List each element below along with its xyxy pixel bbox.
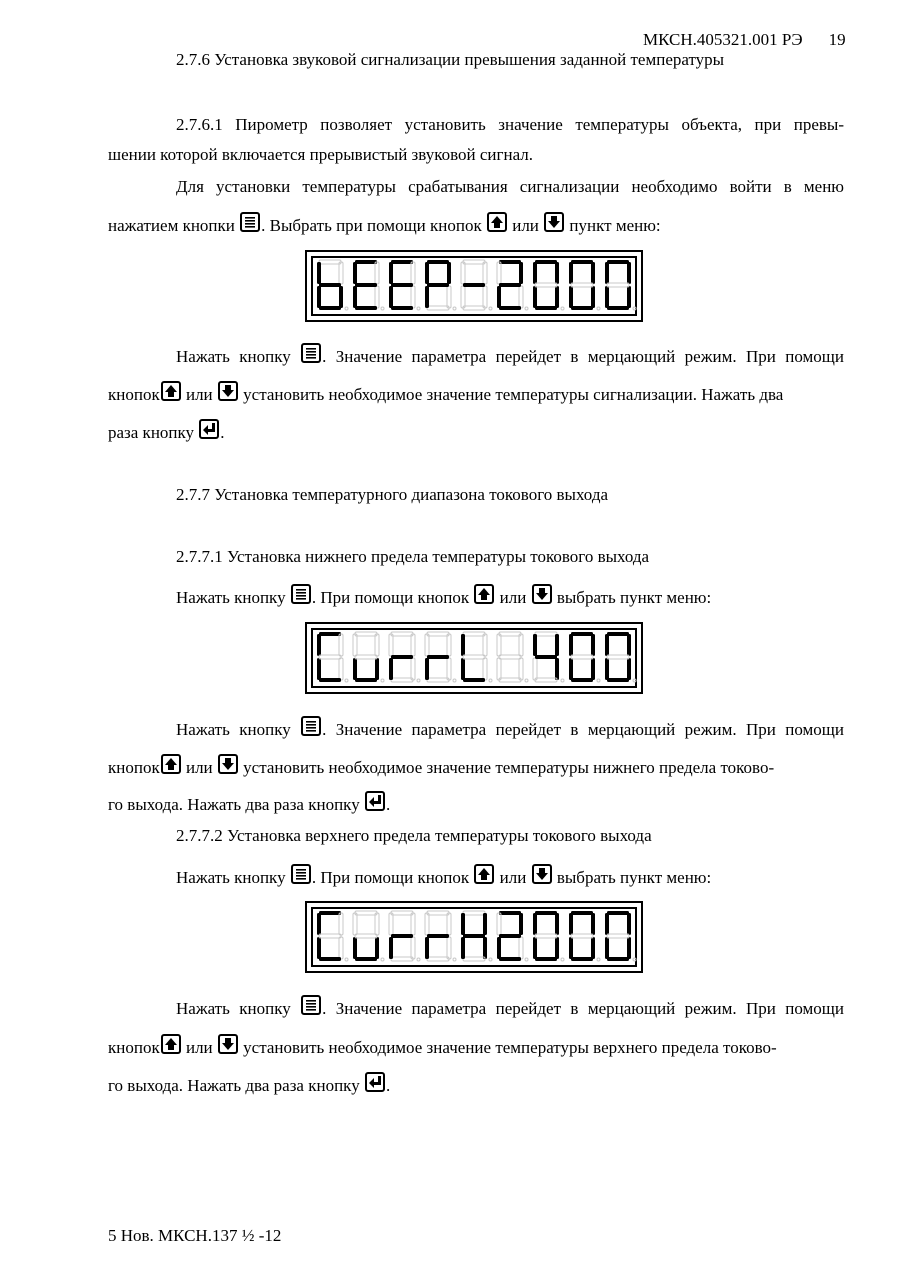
arrow-down-icon xyxy=(218,754,238,774)
arrow-up-icon xyxy=(487,212,507,232)
section-2-7-6-title: 2.7.6 Установка звуковой сигнализации превышения заданной температуры xyxy=(176,50,725,69)
para-2-7-6-1-line1: 2.7.6.1 Пирометр позволяет установить значение температуры объекта, при превы- xyxy=(176,115,844,134)
para-2-7-7-1-line1 xyxy=(176,716,844,740)
text-seg: выбрать пункт меню: xyxy=(556,588,712,607)
seven-seg-readout xyxy=(313,256,637,318)
para-2-7-7-2-select xyxy=(176,864,900,888)
lcd-display-currl xyxy=(305,622,643,694)
para-2-7-6-3-line3 xyxy=(108,419,844,443)
enter-icon xyxy=(365,791,385,811)
text-seg: или xyxy=(185,1038,213,1057)
text-seg: раза кнопку xyxy=(108,423,195,442)
text-seg: или xyxy=(185,758,213,777)
doc-code: МКСН.405321.001 РЭ xyxy=(643,30,803,49)
para-2-7-7-2-line2 xyxy=(108,1034,844,1058)
text-seg: кнопок xyxy=(108,385,160,404)
arrow-up-icon xyxy=(474,584,494,604)
menu-icon xyxy=(291,864,311,884)
menu-icon xyxy=(291,584,311,604)
seven-seg-readout xyxy=(313,907,637,969)
para-2-7-6-2-line2 xyxy=(108,212,844,236)
arrow-down-icon xyxy=(544,212,564,232)
para-2-7-7-1-select xyxy=(176,584,900,608)
arrow-down-icon xyxy=(218,381,238,401)
text-seg: нажатием кнопки xyxy=(108,216,235,235)
digit-1 xyxy=(353,260,384,310)
text-seg: установить необходимое значение температуры нижнего предела токово- xyxy=(243,758,775,777)
digit-2 xyxy=(389,911,420,961)
section-2-7-7-2-title: 2.7.7.2 Установка верхнего предела температуры токового выхода xyxy=(176,826,652,845)
text-seg: пункт меню: xyxy=(569,216,661,235)
menu-icon xyxy=(301,716,321,736)
digit-6 xyxy=(533,911,564,961)
digit-8 xyxy=(605,911,636,961)
text-seg: . Выбрать при помощи кнопок xyxy=(261,216,482,235)
menu-icon xyxy=(301,995,321,1015)
text-seg: или xyxy=(499,868,527,887)
text-seg: го выхода. Нажать два раза кнопку xyxy=(108,1076,360,1095)
arrow-down-icon xyxy=(532,864,552,884)
digit-4 xyxy=(461,632,492,682)
arrow-down-icon xyxy=(218,1034,238,1054)
text-seg: установить необходимое значение температуры сигнализации. Нажать два xyxy=(243,385,784,404)
digit-2 xyxy=(389,632,420,682)
digit-3 xyxy=(425,632,456,682)
text-seg: Нажать кнопку xyxy=(176,347,291,366)
digit-7 xyxy=(569,632,600,682)
seven-seg-readout xyxy=(313,628,637,690)
para-2-7-6-2-line1: Для установки температуры срабатывания сигнализации необходимо войти в меню xyxy=(176,177,844,196)
page-number: 19 xyxy=(828,30,846,49)
digit-1 xyxy=(353,911,384,961)
enter-icon xyxy=(199,419,219,439)
arrow-up-icon xyxy=(161,1034,181,1054)
text-seg: выбрать пункт меню: xyxy=(556,868,712,887)
text-seg: Нажать кнопку xyxy=(176,588,286,607)
text-seg: Нажать кнопку xyxy=(176,720,291,739)
text-seg: . xyxy=(385,1076,391,1095)
digit-0 xyxy=(317,911,348,961)
digit-5 xyxy=(497,911,528,961)
section-2-7-7-title: 2.7.7 Установка температурного диапазона токового выхода xyxy=(176,485,609,504)
text-seg: или xyxy=(499,588,527,607)
digit-6 xyxy=(533,632,564,682)
digit-3 xyxy=(425,260,456,310)
digit-6 xyxy=(533,260,564,310)
para-2-7-7-2-line3 xyxy=(108,1072,844,1096)
digit-2 xyxy=(389,260,420,310)
page-header xyxy=(643,30,846,50)
digit-8 xyxy=(605,260,636,310)
digit-1 xyxy=(353,632,384,682)
digit-7 xyxy=(569,911,600,961)
text-seg: . xyxy=(220,423,225,442)
para-2-7-7-2-line1 xyxy=(176,995,844,1019)
digit-3 xyxy=(425,911,456,961)
text-seg: . Значение параметра перейдет в мерцающий режим. При помощи xyxy=(322,720,844,739)
para-2-7-6-3-line2 xyxy=(108,381,844,405)
text-seg: или xyxy=(512,216,539,235)
text-seg: . При помощи кнопок xyxy=(311,868,470,887)
text-seg: . При помощи кнопок xyxy=(311,588,470,607)
revision-footer: 5 Нов. МКСН.137 ½ -12 xyxy=(108,1226,282,1245)
digit-8 xyxy=(605,632,636,682)
menu-icon xyxy=(301,343,321,363)
arrow-up-icon xyxy=(161,381,181,401)
text-seg: го выхода. Нажать два раза кнопку xyxy=(108,795,360,814)
section-2-7-7-1-title: 2.7.7.1 Установка нижнего предела температуры токового выхода xyxy=(176,547,650,566)
digit-4 xyxy=(461,260,492,310)
enter-icon xyxy=(365,1072,385,1092)
arrow-down-icon xyxy=(532,584,552,604)
text-seg: Нажать кнопку xyxy=(176,868,286,887)
text-seg: кнопок xyxy=(108,758,160,777)
text-seg: кнопок xyxy=(108,1038,160,1057)
arrow-up-icon xyxy=(474,864,494,884)
text-seg: или xyxy=(185,385,213,404)
para-2-7-7-1-line3 xyxy=(108,791,844,815)
digit-5 xyxy=(497,260,528,310)
para-2-7-6-1-line2: шении которой включается прерывистый звуковой сигнал. xyxy=(108,145,534,164)
text-seg: . Значение параметра перейдет в мерцающий режим. При помощи xyxy=(322,999,844,1018)
digit-0 xyxy=(317,632,348,682)
lcd-display-beep xyxy=(305,250,643,322)
lcd-display-currh xyxy=(305,901,643,973)
text-seg: установить необходимое значение температуры верхнего предела токово- xyxy=(243,1038,777,1057)
digit-4 xyxy=(461,911,492,961)
text-seg: . xyxy=(385,795,391,814)
text-seg: Нажать кнопку xyxy=(176,999,291,1018)
digit-7 xyxy=(569,260,600,310)
arrow-up-icon xyxy=(161,754,181,774)
para-2-7-7-1-line2 xyxy=(108,754,844,778)
text-seg: . Значение параметра перейдет в мерцающий режим. При помощи xyxy=(322,347,844,366)
menu-icon xyxy=(240,212,260,232)
digit-0 xyxy=(317,260,348,310)
para-2-7-6-3-line1 xyxy=(176,343,844,367)
digit-5 xyxy=(497,632,528,682)
